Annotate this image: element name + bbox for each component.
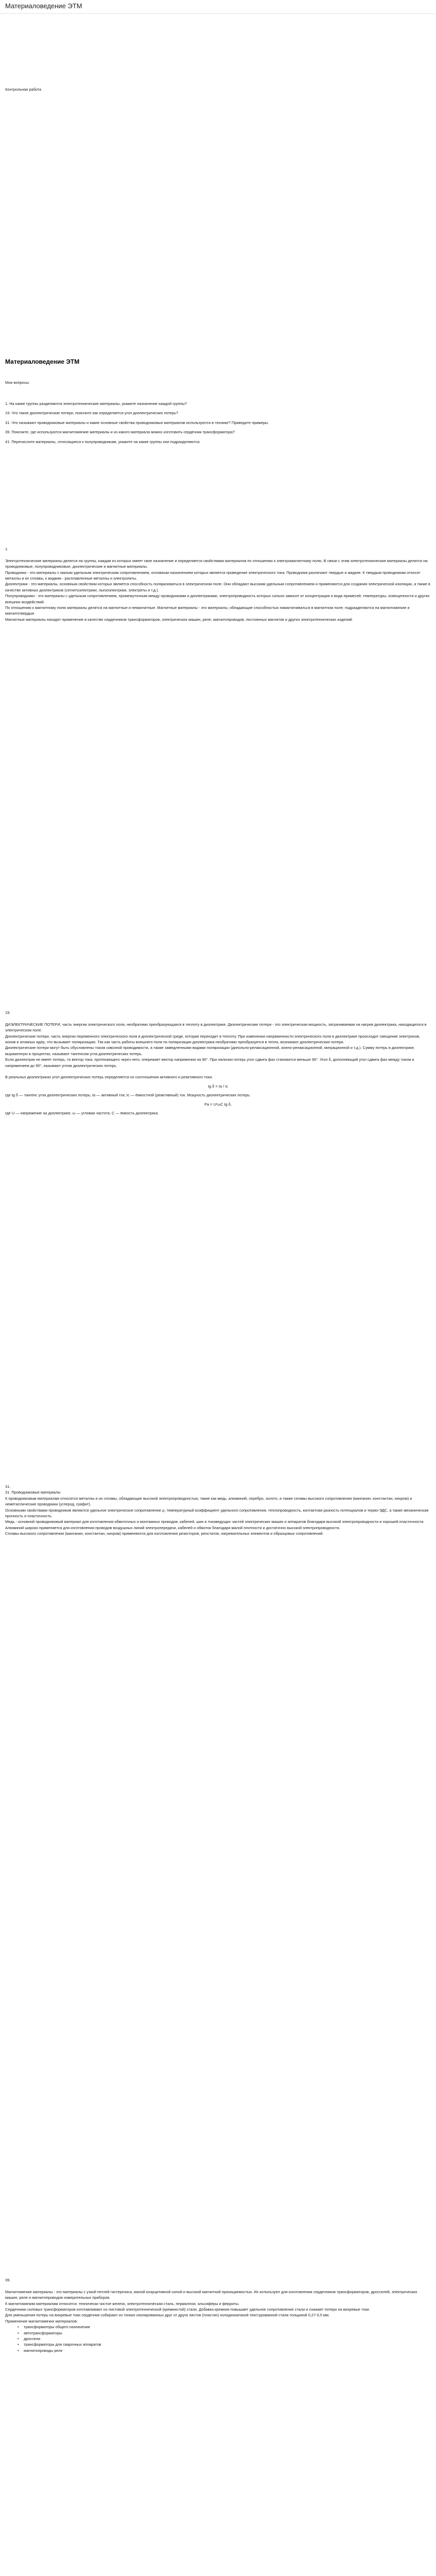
answer-31 [5, 1484, 431, 1537]
main-title: Материаловедение ЭТМ [5, 358, 80, 365]
answer-1 [5, 546, 431, 622]
question-item: 19. Что такое диэлектрические потери, поясните как определяется угол диэлектрических потерь? [5, 411, 179, 416]
question-item: 39. Поясните, где используются магнитомягкие материалы и из какого материала можно изготовить сердечник трансформатора? [5, 430, 235, 435]
paragraph: Сплавы высокого сопротивления (манганин, константан, нихром) применяются для изготовления резисторов, реостатов, нагревательных элементов и образцовых сопротивлений. [5, 1531, 324, 1536]
answer-39 [5, 2277, 431, 2353]
list-item: • дроссели [24, 2336, 431, 2342]
paragraph: Магнитные материалы находят применение в качестве сердечников трансформаторов, электрических машин, реле, магнитопроводов, постоянных магнитов и других электротехнических изделий. [5, 617, 353, 622]
page-title: Материаловедение ЭТМ [5, 2, 82, 10]
cover-label: Контрольная работа [5, 87, 42, 92]
paragraph: Основными свойствами проводников являются удельное электрическое сопротивление ρ, температурный коэффициент удельного сопротивления, теплопроводность, контактная разность потенциалов и термо-ЭДС, а также механическая прочность и пластичность. [5, 1507, 429, 1519]
paragraph: Полупроводники - это материалы с удельным сопротивлением, промежуточным между проводниками и диэлектриками, электропроводность которых сильно зависит от концентрации и вида примесей, температуры, освещенности и других внешних воздействий. [5, 594, 430, 604]
paragraph: Если диэлектрик не имеет потерь, то вектор тока, протекающего через него, опережает вектор напряжения на 90°. При наличии потерь угол сдвига фаз становится меньше 90°. Угол δ, дополняющий угол сдвига фаз между током и напряжением до 90°, называют углом диэлектрических потерь. [5, 1057, 414, 1068]
list-item: • трансформаторы общего назначения [24, 2324, 431, 2330]
paragraph: Алюминий широко применяется для изготовления проводов воздушных линий электропередачи, кабелей и обмоток благодаря малой плотности и достаточно высокой электропроводности. [5, 1525, 340, 1530]
paragraph: где U — напряжение на диэлектрике; ω — угловая частота; C — ёмкость диэлектрика. [5, 1111, 159, 1116]
paragraph: К магнитомягким материалам относятся: технически чистое железо, электротехническая сталь, пермаллои, альсиферы и ферриты. [5, 2301, 240, 2306]
paragraph: Медь - основной проводниковый материал для изготовления обмоточных и монтажных проводов, кабелей, шин и токоведущих частей электрических машин и аппаратов благодаря высокой электропроводности и хорошей пластичности. [5, 1519, 425, 1524]
paragraph: ДИЭЛЕКТРИЧЕСКИЕ ПОТЕРИ, часть энергии электрического поля, необратимо преобразующаяся в теплоту в диэлектрике. Диэлектрические потери - это электрическая мощность, затрачиваемая на нагрев диэлектрика, находящегося в электрическом поле. [5, 1022, 427, 1033]
variant-label: Мои вопросы: [5, 380, 30, 385]
paragraph: В реальных диэлектриках угол диэлектрических потерь определяется из соотношения активного и реактивного тока: [5, 1075, 213, 1080]
questions-list [5, 401, 431, 448]
paragraph: Диэлектрические потери, часть энергии переменного электрического поля в диэлектрической среде, которая переходит в теплоту. При изменении напряженности электрического поля в диэлектрике происходит смещение электронов, ионов и атомных ядер, что вызывает поляризацию. Так как часть работы внешнего поля по поляризации диэлектрика необратимо преобразуется в тепло, возникают диэлектрические потери. [5, 1033, 420, 1045]
paragraph: Диэлектрические потери могут быть обусловлены током сквозной проводимости, а также замедленными видами поляризации (дипольно-релаксационной, ионно-релаксационной, миграционной и т.д.). Сумму потерь в диэлектрике, выраженную в процентах, называют тангенсом угла диэлектрических потерь. [5, 1045, 415, 1056]
answer-number: 31. [5, 1484, 11, 1489]
application-list [5, 2324, 431, 2353]
list-item: • трансформаторы для сварочных аппаратов [24, 2342, 431, 2347]
paragraph: Для уменьшения потерь на вихревые токи сердечник собирают из тонких изолированных друг от друга листов (пластин) холоднокатаной текстурованной стали толщиной 0,27-0,5 мм. [5, 2313, 330, 2318]
formula-tan-delta: tg δ = Ia / Ic [208, 1083, 228, 1089]
paragraph: Применение магнитомягких материалов: [5, 2318, 78, 2324]
paragraph: По отношению к магнитному полю материалы делятся на магнитные и немагнитные. Магнитные материалы - это материалы, обладающие способностью намагничиваться в магнитном поле; подразделяются на магнитомягкие и магнитотвердые. [5, 605, 410, 616]
question-item: 1. На какие группы разделяются электротехнические материалы, укажите назначение каждой группы? [5, 401, 187, 406]
question-item: 31. Что называют проводниковые материалы и какие основные свойства проводниковых материалов используются в технике? Приведите примеры. [5, 420, 269, 425]
paragraph: где tg δ — тангенс угла диэлектрических потерь; Ia — активный ток; Ic — ёмкостной (реактивный) ток. Мощность диэлектрических потерь: [5, 1093, 251, 1098]
paragraph: К проводниковым материалам относятся металлы и их сплавы, обладающие высокой электропроводностью, такие как медь, алюминий, серебро, золото, а также сплавы высокого сопротивления (манганин, константан, нихром) и неметаллические проводники (углерод, графит). [5, 1496, 412, 1507]
list-item: • магнитопроводы реле [24, 2348, 431, 2353]
list-item: • автотрансформаторы [24, 2330, 431, 2336]
answer-heading: 31. Проводниковые материалы [5, 1490, 61, 1495]
paragraph: Электротехнические материалы делятся на группы, каждая из которых имеет свое назначение и определяется свойствами материалов по отношению к электромагнитному полю. В связи с этим электротехнические материалы делятся на: проводниковые, полупроводниковые, диэлектрические и магнитные материалы. [5, 558, 429, 569]
paragraph: Проводники - это материалы с малым удельным электрическим сопротивлением, основным назначением которых является проведение электрического тока. Проводники различают твердые и жидкие. К твердым проводникам относят металлы и их сплавы, к жидким - расплавленные металлы и электролиты. [5, 570, 421, 581]
answer-number: 1. [5, 547, 9, 551]
answer-number: 39. [5, 2278, 11, 2282]
answer-number: 19. [5, 1010, 11, 1015]
paragraph: Магнитомягкие материалы - это материалы с узкой петлей гистерезиса, малой коэрцитивной силой и высокой магнитной проницаемостью. Их используют для изготовления сердечников трансформаторов, дросселей, электрических машин, реле и магнитопроводов измерительных приборов. [5, 2289, 417, 2300]
question-item: 41. Перечислите материалы, относящиеся к полупроводникам, укажите на какие группы они подразделяются. [5, 439, 201, 444]
answer-19 [5, 1010, 431, 1116]
formula-power-loss: Pa = U²ωC tg δ, [204, 1101, 232, 1107]
paragraph: Диэлектрики - это материалы, основным свойством которых является способность поляризоваться в электрическом поле. Они обладают высоким удельным сопротивлением и применяются для создания электрической изоляции, а также в качестве активных диэлектриков (сегнетоэлектрики, пьезоэлектрики, электреты и т.д.). [5, 582, 430, 592]
page-header [0, 0, 436, 14]
paragraph: Сердечники силовых трансформаторов изготавливают из листовой электротехнической (кремнистой) стали. Добавка кремния повышает удельное сопротивление стали и снижает потери на вихревые токи. [5, 2307, 370, 2312]
